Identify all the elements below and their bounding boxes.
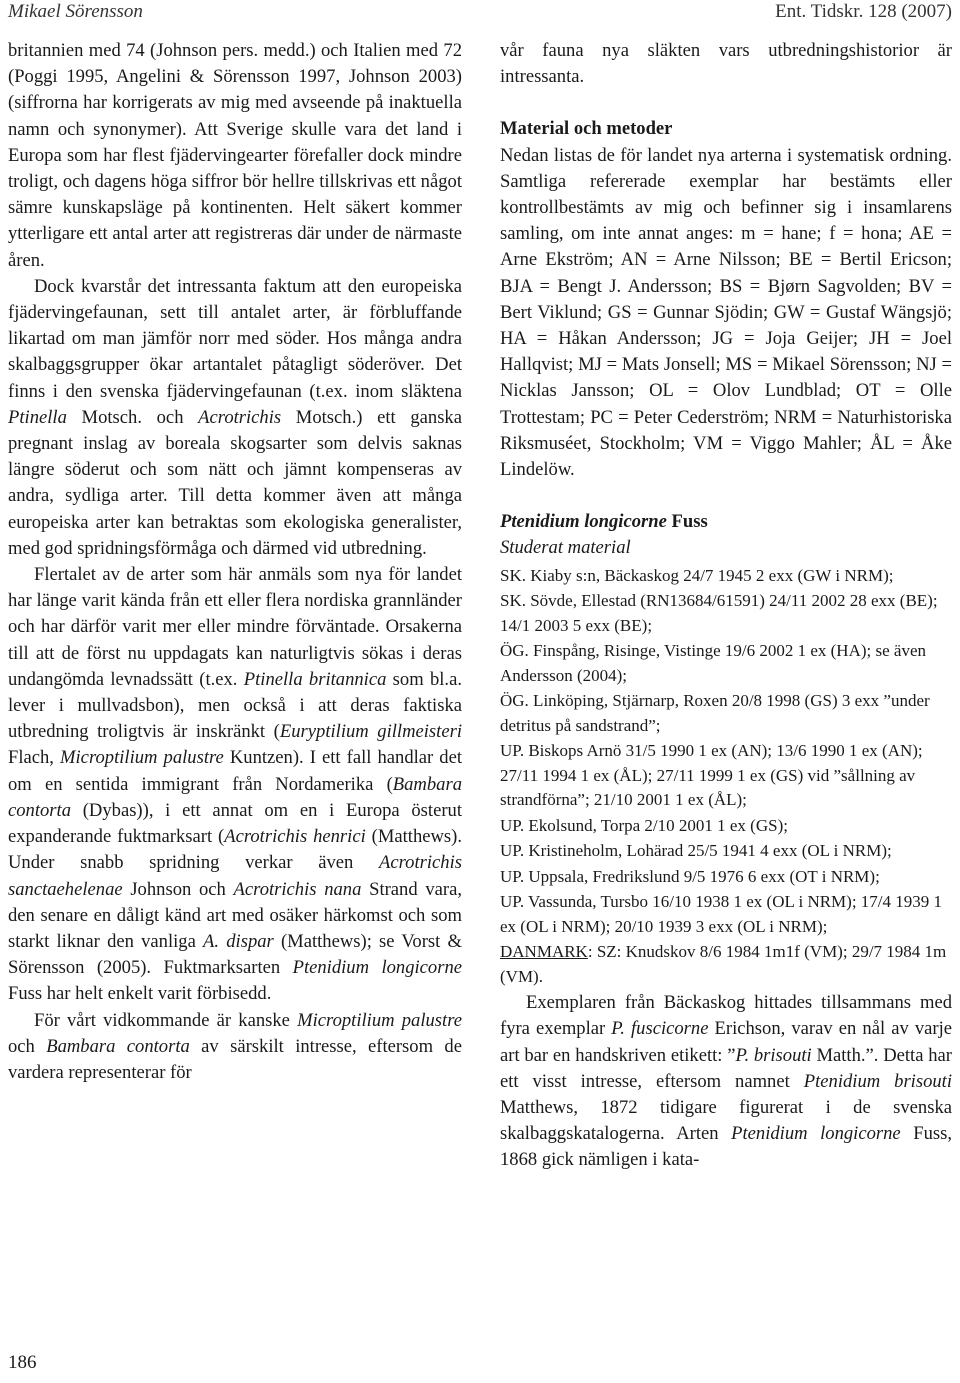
specimen-record-danmark: DANMARK: SZ: Knudskov 8/6 1984 1m1f (VM); 29/7 1984 1m (VM). xyxy=(500,942,947,986)
section-heading-methods: Material och metoder xyxy=(500,118,673,140)
specimen-record: ÖG. Finspång, Risinge, Vistinge 19/6 2002 1 ex (HA); se även Andersson (2004); xyxy=(500,641,926,685)
page-number: 186 xyxy=(8,1352,37,1373)
specimen-record: SK. Kiaby s:n, Bäckaskog 24/7 1945 2 exx (GW i NRM); xyxy=(500,565,894,585)
paragraph: Nedan listas de för landet nya arterna i systematisk ordning. Samtliga refererade exemplar har bestämts eller kontrollbestämts av mig och befinner sig i insamlarens samling, om inte annat anges: m = hane; f = hona; AE = Arne Ekström; AN = Arne Nilsson; BE = Bertil Ericson; BJA = Bengt J. Andersson; BS = Bjørn Sagvolden; BV = Bert Viklund; GS = Gunnar Sjödin; GW = Gustaf Wängsjö; HA = Håkan Andersson; JG = Joja Geijer; JH = Joel Hallqvist; MJ = Mats Jonsell; MS = Mikael Sörensson; NJ = Nicklas Jansson; OL = Olov Lundblad; OT = Olle Trottestam; PC = Peter Cederström; NRM = Naturhistoriska Riksmuséet, Stockholm; VM = Viggo Mahler; ÅL = Åke Lindelöw. xyxy=(500,144,952,481)
paragraph: Dock kvarstår det intressanta faktum att den europeiska fjädervingefaunan, sett till antalet arter, är förbluffande likartad om man jämför norr med söder. Hos många andra skalbaggsgrupper ökar artantalet påtagligt söderöver. Det finns i den svenska fjädervingefaunan (t.ex. inom släktena Ptinella Motsch. och Acrotrichis Motsch.) ett ganska pregnant inslag av boreala skogsarter som delvis saknas längre söderut och som nätt och jämnt kompenseras av andra, sydliga arter. Till detta kommer även att många europeiska arter kan betraktas som ekologiska generalister, med god spridningsförmåga och därmed vid utbredning. xyxy=(8,275,462,559)
paragraph: För vårt vidkommande är kanske Microptilium palustre och Bambara contorta av särskilt intresse, eftersom de vardera representerar för xyxy=(8,1009,463,1083)
paragraph: Exemplaren från Bäckaskog hittades tillsammans med fyra exemplar P. fuscicorne Erichson, varav en nål av varje art bar en handskriven etikett: ”P. brisouti Matth.”. Detta har ett visst intresse, eftersom namnet Ptenidium brisouti Matthews, 1872 tidigare figurerat i de svenska skalbaggskatalogerna. Arten Ptenidium longicorne Fuss, 1868 gick nämligen i kata- xyxy=(500,992,953,1171)
left-column xyxy=(8,38,462,1086)
running-head-author: Mikael Sörensson xyxy=(8,1,143,22)
specimen-record: ÖG. Linköping, Stjärnarp, Roxen 20/8 1998 (GS) 3 exx ”under detritus på sandstrand”; xyxy=(500,691,930,735)
right-column xyxy=(500,38,952,1174)
paragraph: Flertalet av de arter som här anmäls som nya för landet har länge varit kända från ett eller flera nordiska grannländer och har därför varit mer eller mindre förväntade. Orsakerna till att de först nu uppdagats kan naturligtvis sökas i deras undangömda levnadssätt (t.ex. Ptinella britannica som bl.a. lever i mullvadsbon), men också i att deras faktiska utbredning troligtvis är inskränkt (Euryptilium gillmeisteri Flach, Microptilium palustre Kuntzen). I ett fall handlar det om en sentida immigrant från Nordamerika (Bambara contorta (Dybas)), i ett annat om en i Europa österut expanderande fuktmarksart (Acrotrichis henrici (Matthews). Under snabb spridning verkar även Acrotrichis sanctaehelenae Johnson och Acrotrichis nana Strand vara, den senare en dåligt känd art med osäker härkomst och som starkt liknar den vanliga A. dispar (Matthews); se Vorst & Sörensson (2005). Fuktmarksarten Ptenidium longicorne Fuss har helt enkelt varit förbisedd. xyxy=(8,564,463,1005)
running-head-journal: Ent. Tidskr. 128 (2007) xyxy=(775,1,952,22)
paragraph: vår fauna nya släkten vars utbredningshistorior är intressanta. xyxy=(500,40,952,88)
specimen-record: SK. Sövde, Ellestad (RN13684/61591) 24/11 2002 28 exx (BE); 14/1 2003 5 exx (BE); xyxy=(500,591,938,635)
specimen-list xyxy=(500,564,952,990)
studied-material-label: Studerat material xyxy=(500,537,631,559)
specimen-record: UP. Ekolsund, Torpa 2/10 2001 1 ex (GS); xyxy=(500,815,788,835)
specimen-record: UP. Vassunda, Tursbo 16/10 1938 1 ex (OL i NRM); 17/4 1939 1 ex (OL i NRM); 20/10 1939 3 exx (OL i NRM); xyxy=(500,892,943,936)
specimen-record: UP. Kristineholm, Lohärad 25/5 1941 4 exx (OL i NRM); xyxy=(500,841,892,861)
paragraph: britannien med 74 (Johnson pers. medd.) och Italien med 72 (Poggi 1995, Angelini & Sörensson 1997, Johnson 2003) (siffrorna har korrigerats av mig med avseende på inaktuella namn och synonymer). Att Sverige skulle vara det land i Europa som har flest fjädervingearter förefaller dock mindre troligt, och dagens höga siffror bör hellre tillskrivas ett något sämre kunskapsläge på kontinenten. Helt säkert kommer ytterligare ett antal arter att registreras där under de närmaste åren. xyxy=(8,40,462,271)
specimen-record: UP. Uppsala, Fredrikslund 9/5 1976 6 exx (OT i NRM); xyxy=(500,866,880,886)
species-heading: Ptenidium longicorne Fuss xyxy=(500,511,708,533)
specimen-record: UP. Biskops Arnö 31/5 1990 1 ex (AN); 13/6 1990 1 ex (AN); 27/11 1994 1 ex (ÅL); 27/11 1999 1 ex (GS) vid ”sållning av strandförna”; 21/10 2001 1 ex (ÅL); xyxy=(500,741,923,810)
